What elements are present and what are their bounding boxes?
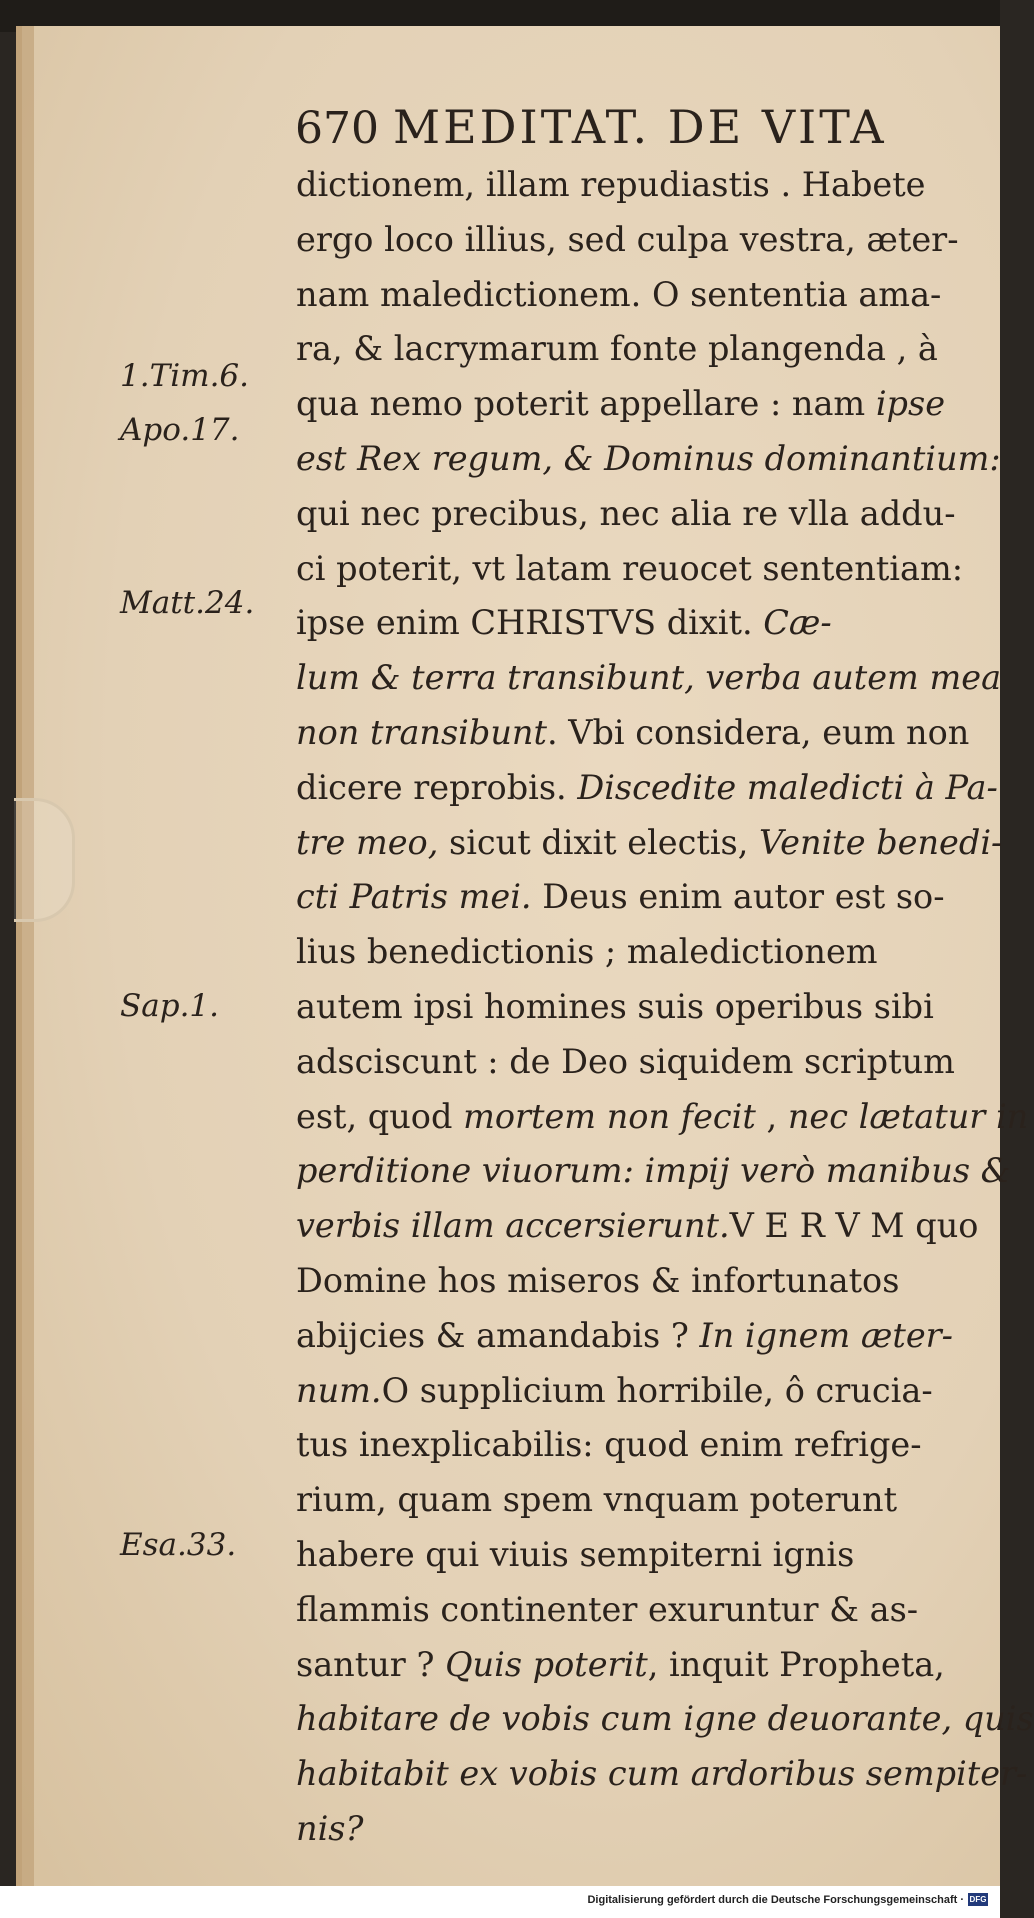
- roman-run: V E R V M quo: [729, 1206, 979, 1246]
- margin-note: Esa.33.: [120, 1527, 237, 1563]
- roman-run: est, quod: [296, 1096, 464, 1136]
- roman-run: sicut dixit electis,: [438, 822, 760, 862]
- text-line: [296, 1528, 946, 1583]
- italic-run: habitabit ex vobis cum ardoribus sempiter-: [296, 1754, 1028, 1794]
- text-line: [296, 706, 970, 761]
- page-clip: [14, 798, 75, 922]
- italic-run: Venite benedi-: [759, 822, 1003, 862]
- roman-run: O supplicium horribile, ô crucia-: [381, 1370, 933, 1410]
- text-line: [296, 925, 946, 980]
- text-line: [296, 1144, 1011, 1199]
- page-number: 670: [295, 103, 379, 154]
- italic-run: Discedite maledicti à Pa-: [577, 767, 998, 807]
- roman-run: . Vbi considera, eum non: [546, 712, 970, 752]
- text-line: [296, 542, 964, 597]
- text-line: [296, 1473, 946, 1528]
- text-line: [296, 432, 1001, 487]
- dfg-logo: DFG: [969, 1895, 987, 1904]
- roman-run: qui nec precibus, nec alia re vlla addu-: [296, 493, 956, 533]
- italic-run: habitare de vobis cum igne deuorante, quis: [296, 1699, 1034, 1739]
- roman-run: autem ipsi homines suis operibus sibi: [296, 986, 934, 1026]
- roman-run: , inquit Propheta,: [647, 1644, 945, 1684]
- margin-note: 1.Tim.6.: [120, 358, 249, 394]
- italic-run: Cæ-: [763, 603, 832, 643]
- text-line: [296, 1090, 1029, 1145]
- italic-run: non transibunt: [296, 712, 547, 752]
- italic-run: ipse: [875, 384, 946, 424]
- text-line: [296, 1802, 946, 1857]
- funding-credit: Digitalisierung gefördert durch die Deutsche Forschungsgemeinschaft ·: [587, 1894, 964, 1906]
- roman-run: abijcies & amandabis ?: [296, 1315, 700, 1355]
- text-line: [296, 596, 946, 651]
- text-line: [296, 816, 1003, 871]
- roman-run: dicere reprobis.: [296, 767, 578, 807]
- italic-run: mortem non fecit: [463, 1096, 756, 1136]
- italic-run: num.: [296, 1370, 382, 1410]
- roman-run: adsciscunt : de Deo siquidem scriptum: [296, 1041, 955, 1081]
- roman-run: ergo loco illius, sed culpa vestra, æter-: [296, 219, 959, 259]
- italic-run: est Rex regum, & Dominus dominantium:: [296, 438, 1001, 478]
- text-line: [296, 322, 946, 377]
- text-line: [296, 761, 998, 816]
- italic-run: perditione viuorum: impij verò manibus &: [296, 1151, 1011, 1191]
- text-line: [296, 377, 946, 432]
- italic-run: In ignem æter-: [699, 1315, 953, 1355]
- main-text: [296, 158, 1034, 1857]
- digitization-footer: [0, 1886, 1000, 1918]
- text-line: [296, 870, 946, 925]
- roman-run: qua nemo poterit appellare : nam: [296, 384, 876, 424]
- roman-run: flammis continenter exuruntur & as-: [296, 1589, 919, 1629]
- text-line: [296, 1583, 946, 1638]
- italic-run: verbis illam accersierunt.: [296, 1206, 730, 1246]
- text-line: [296, 487, 956, 542]
- margin-note: Matt.24.: [120, 585, 255, 621]
- page-gutter-shadow: [16, 26, 34, 1886]
- roman-run: dictionem, illam repudiastis . Habete: [296, 165, 926, 204]
- roman-run: santur ?: [296, 1644, 446, 1684]
- running-header: [295, 100, 945, 160]
- roman-run: tus inexplicabilis: quod enim refrige-: [296, 1425, 922, 1465]
- text-line: [296, 651, 1002, 706]
- italic-run: nis?: [296, 1808, 364, 1848]
- margin-note: Apo.17.: [120, 412, 240, 448]
- text-line: [296, 1747, 1028, 1802]
- text-line: [296, 1254, 946, 1309]
- italic-run: nec lætatur in: [787, 1096, 1029, 1136]
- roman-run: ipse enim CHRISTVS dixit.: [296, 603, 764, 643]
- roman-run: lius benedictionis ; maledictionem: [296, 932, 878, 972]
- italic-run: tre meo,: [296, 822, 439, 862]
- text-line: [296, 268, 946, 323]
- roman-run: ra, & lacrymarum fonte plangenda , à: [296, 329, 938, 369]
- italic-run: Quis poterit: [445, 1644, 648, 1684]
- roman-run: habere qui viuis sempiterni ignis: [296, 1534, 855, 1574]
- margin-note: Sap.1.: [120, 988, 219, 1024]
- text-line: [296, 213, 959, 268]
- text-line: [296, 1309, 953, 1364]
- italic-run: lum & terra transibunt, verba autem mea: [296, 658, 1002, 698]
- text-line: [296, 1199, 979, 1254]
- text-line: [296, 1692, 1034, 1747]
- text-line: [296, 980, 946, 1035]
- text-line: [296, 1418, 946, 1473]
- roman-run: Deus enim autor est so-: [531, 877, 945, 917]
- roman-run: ci poterit, vt latam reuocet sententiam:: [296, 548, 964, 588]
- running-head-title: MEDITAT. DE VITA: [392, 100, 887, 154]
- text-line: [296, 1364, 946, 1419]
- text-line: [296, 1638, 946, 1693]
- roman-run: rium, quam spem vnquam poterunt: [296, 1480, 898, 1520]
- roman-run: Domine hos miseros & infortunatos: [296, 1260, 900, 1300]
- text-line: [296, 158, 946, 213]
- italic-run: cti Patris mei.: [296, 877, 532, 917]
- roman-run: nam maledictionem. O sententia ama-: [296, 274, 942, 314]
- text-line: [296, 1035, 955, 1090]
- roman-run: ,: [755, 1096, 788, 1136]
